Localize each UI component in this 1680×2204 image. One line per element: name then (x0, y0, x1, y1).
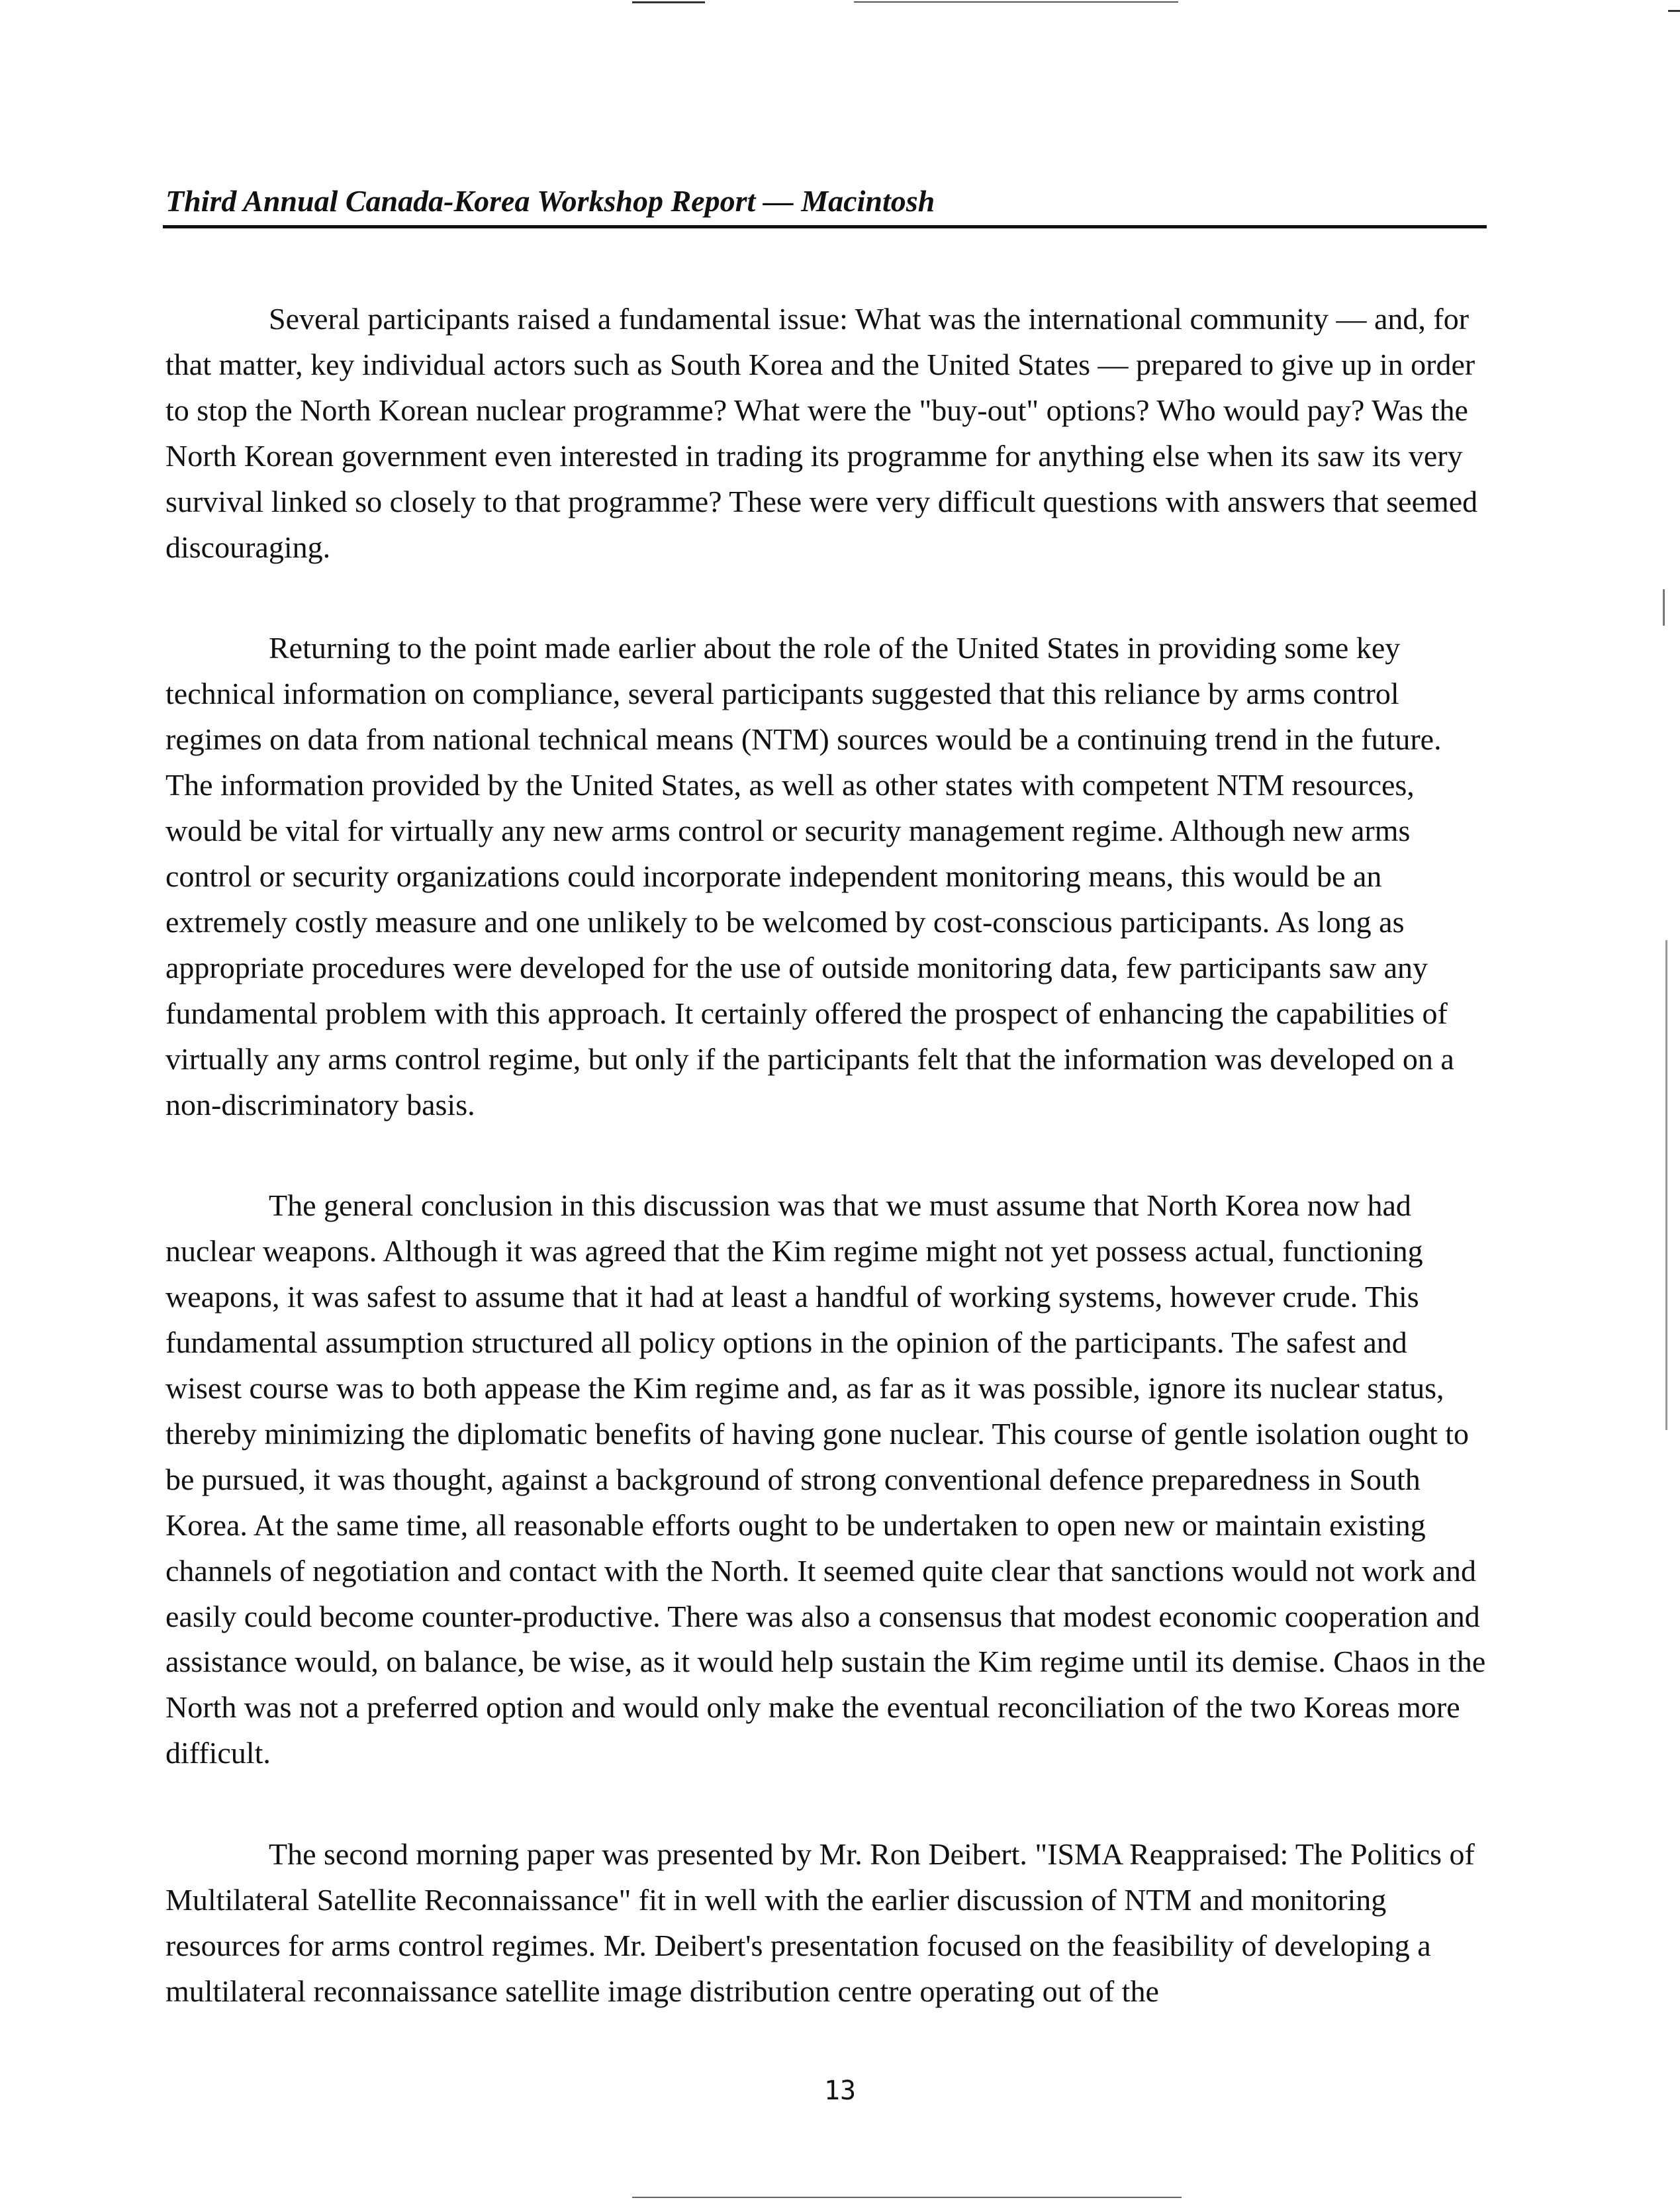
paragraph-buy-out-options: Several participants raised a fundamental issue: What was the international community — and, for that matter, key individual actors such as South Korea and the United States — prepared to give up in order to stop the North Korean nuclear programme? What were the "buy-out" options? Who would pay? Was the North Korean government even interested in trading its programme for anything else when its saw its very survival linked so closely to that programme? These were very difficult questions with answers that seemed discouraging. (165, 302, 1478, 564)
running-header: Third Annual Canada-Korea Workshop Report — Macintosh (165, 184, 935, 218)
scan-artifact-top-right (854, 1, 1178, 3)
scan-artifact-right-edge-lower (1665, 940, 1667, 1430)
body-text (165, 297, 1486, 2070)
header-rule (163, 225, 1487, 228)
paragraph-deibert-presentation: The second morning paper was presented by Mr. Ron Deibert. "ISMA Reappraised: The Politics of Multilateral Satellite Reconnaissance" fit in well with the earlier discussion of NTM and monitoring resources for arms control regimes. Mr. Deibert's presentation focused on the feasibility of developing a multilateral reconnaissance satellite image distribution centre operating out of the (165, 1837, 1475, 2008)
scan-artifact-top-left (632, 1, 705, 3)
scan-artifact-corner (1668, 10, 1680, 12)
paragraph-general-conclusion: The general conclusion in this discussion was that we must assume that North Korea now had nuclear weapons. Although it was agreed that the Kim regime might not yet possess actual, functioning weapons, it was safest to assume that it had at least a handful of working systems, however crude. This fundamental assumption structured all policy options in the opinion of the participants. The safest and wisest course was to both appease the Kim regime and, as far as it was possible, ignore its nuclear status, thereby minimizing the diplomatic benefits of having gone nuclear. This course of gentle isolation ought to be pursued, it was thought, against a background of strong conventional defence preparedness in South Korea. At the same time, all reasonable efforts ought to be undertaken to open new or maintain existing channels of negotiation and contact with the North. It seemed quite clear that sanctions would not work and easily could become counter-productive. There was also a consensus that modest economic cooperation and assistance would, on balance, be wise, as it would help sustain the Kim regime until its demise. Chaos in the North was not a preferred option and would only make the eventual reconciliation of the two Koreas more difficult. (165, 1188, 1486, 1770)
paragraph-ntm-reliance: Returning to the point made earlier about the role of the United States in providing some key technical information on compliance, several participants suggested that this reliance by arms control regimes on data from national technical means (NTM) sources would be a continuing trend in the future. The information provided by the United States, as well as other states with competent NTM resources, would be vital for virtually any new arms control or security management regime. Although new arms control or security organizations could incorporate independent monitoring means, this would be an extremely costly measure and one unlikely to be welcomed by cost-conscious participants. As long as appropriate procedures were developed for the use of outside monitoring data, few participants saw any fundamental problem with this approach. It certainly offered the prospect of enhancing the capabilities of virtually any arms control regime, but only if the participants felt that the information was developed on a non-discriminatory basis. (165, 631, 1454, 1122)
scan-artifact-bottom (632, 2197, 1182, 2198)
scan-artifact-right-edge (1663, 589, 1665, 626)
page-number: 13 (823, 2076, 857, 2106)
